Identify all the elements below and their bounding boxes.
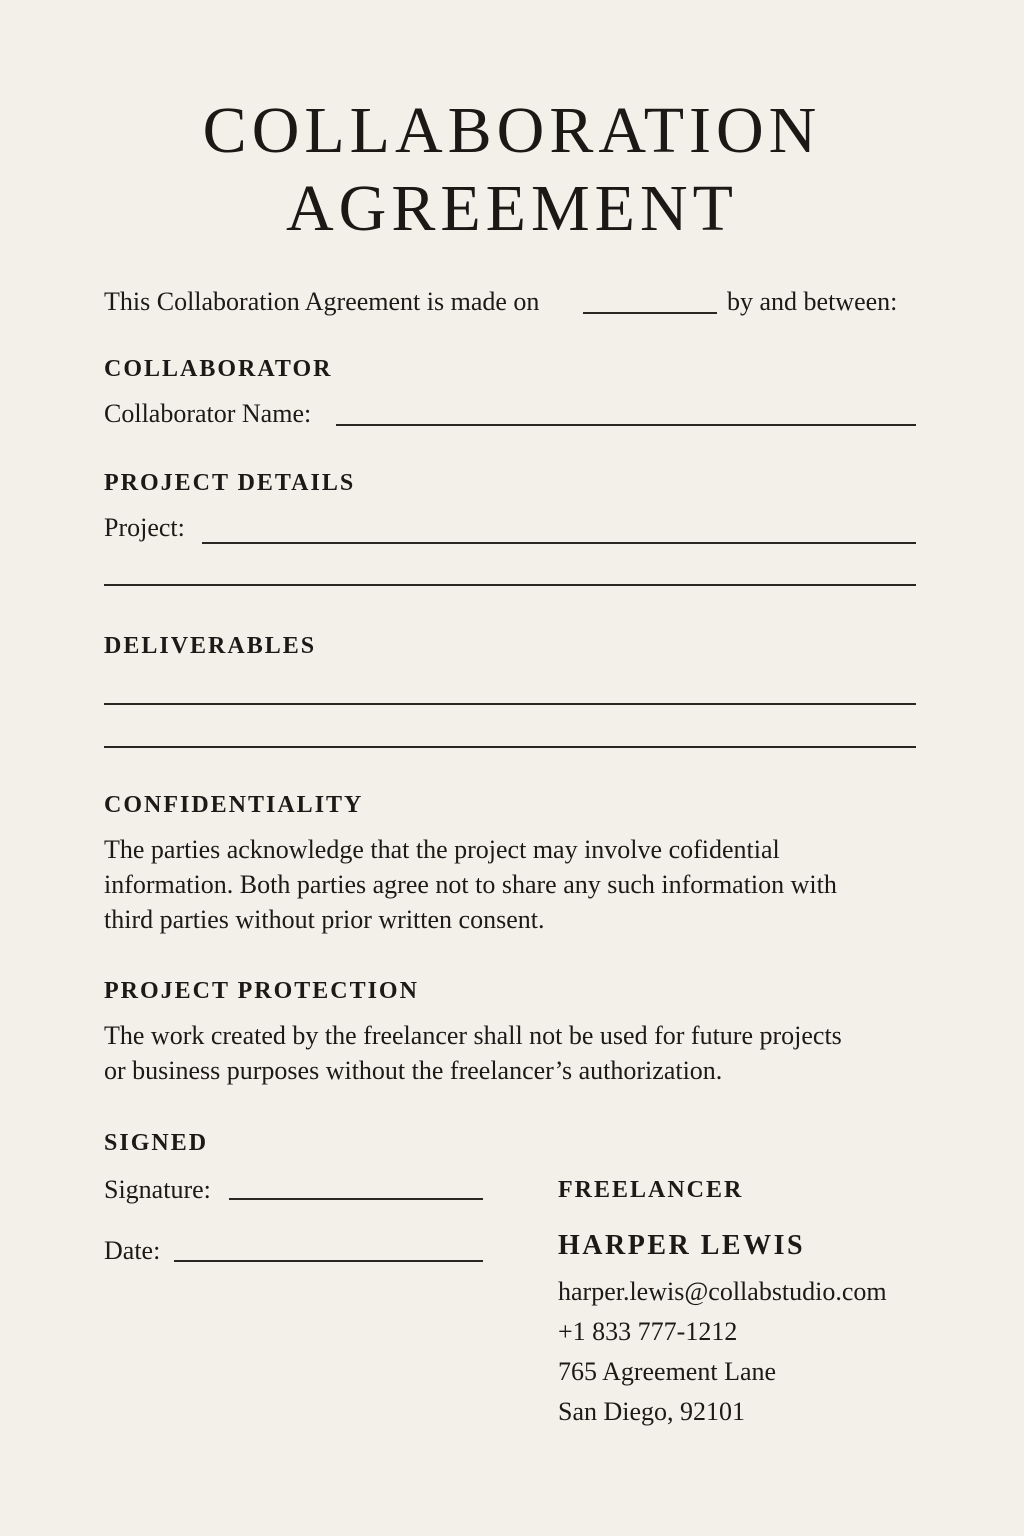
confidentiality-line: third parties without prior written consent.	[104, 905, 545, 934]
freelancer-name: HARPER LEWIS	[558, 1230, 806, 1261]
freelancer-contact	[558, 1272, 887, 1432]
project-label: Project:	[104, 513, 185, 542]
deliverables-heading: DELIVERABLES	[104, 633, 317, 659]
signature-field[interactable]	[229, 1198, 483, 1200]
signed-heading: SIGNED	[104, 1130, 209, 1156]
freelancer-heading: FREELANCER	[558, 1177, 744, 1203]
collaborator-heading: COLLABORATOR	[104, 356, 333, 382]
deliverables-field-line-2[interactable]	[104, 746, 916, 748]
project-protection-heading: PROJECT PROTECTION	[104, 978, 419, 1004]
collaborator-name-label: Collaborator Name:	[104, 399, 312, 428]
deliverables-field-line-1[interactable]	[104, 703, 916, 705]
freelancer-address-line-2: San Diego, 92101	[558, 1397, 746, 1426]
signature-label: Signature:	[104, 1175, 211, 1204]
intro-text-end: by and between:	[727, 287, 898, 316]
agreement-date-field[interactable]	[583, 312, 717, 314]
date-label: Date:	[104, 1236, 161, 1265]
collaborator-name-field[interactable]	[336, 424, 916, 426]
freelancer-email: harper.lewis@collabstudio.com	[558, 1277, 887, 1306]
freelancer-phone: +1 833 777-1212	[558, 1317, 738, 1346]
freelancer-address-line-1: 765 Agreement Lane	[558, 1357, 777, 1386]
project-details-heading: PROJECT DETAILS	[104, 470, 356, 496]
project-field-line-1[interactable]	[202, 542, 916, 544]
title-line-2: AGREEMENT	[286, 172, 738, 245]
intro-text: This Collaboration Agreement is made on	[104, 287, 540, 316]
confidentiality-heading: CONFIDENTIALITY	[104, 792, 364, 818]
title-line-1: COLLABORATION	[202, 94, 822, 167]
date-field[interactable]	[174, 1260, 483, 1262]
project-protection-line: The work created by the freelancer shall not be used for future projects	[104, 1021, 842, 1050]
confidentiality-line: information. Both parties agree not to share any such information with	[104, 870, 837, 899]
project-protection-line: or business purposes without the freelancer’s authorization.	[104, 1056, 723, 1085]
project-field-line-2[interactable]	[104, 584, 916, 586]
project-protection-paragraph	[104, 1018, 924, 1088]
confidentiality-line: The parties acknowledge that the project may involve cofidential	[104, 835, 780, 864]
confidentiality-paragraph	[104, 832, 924, 937]
